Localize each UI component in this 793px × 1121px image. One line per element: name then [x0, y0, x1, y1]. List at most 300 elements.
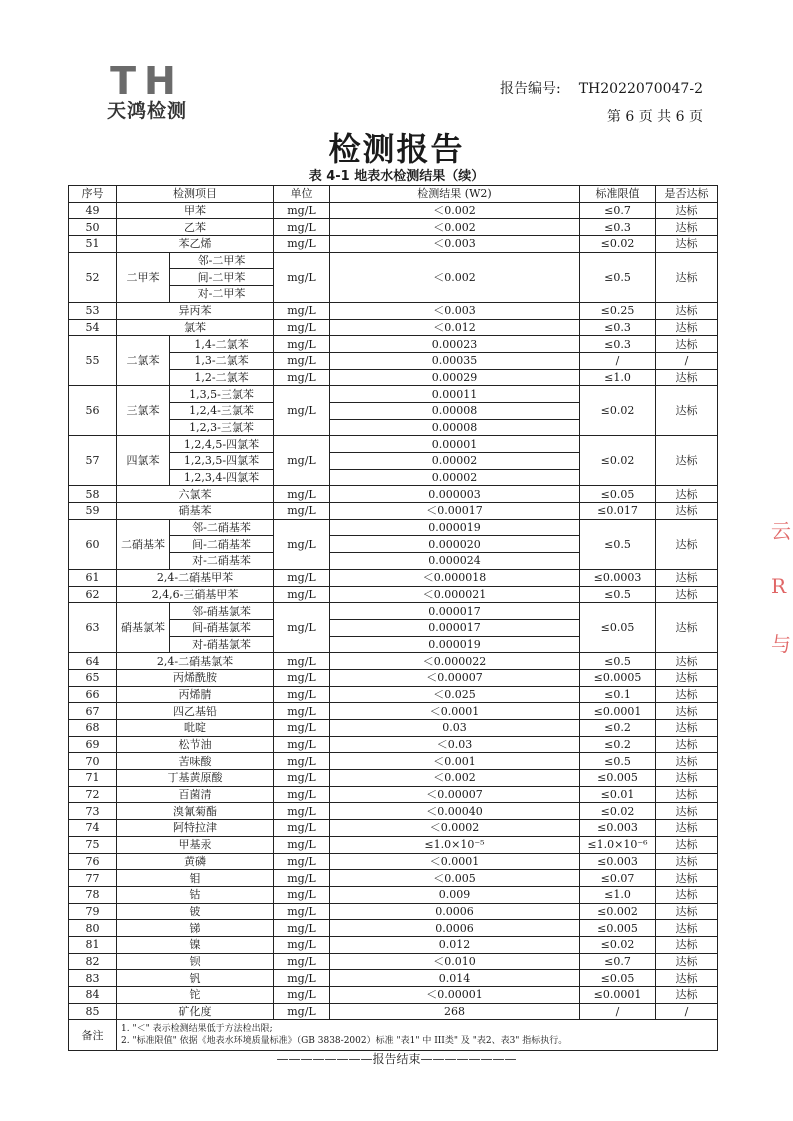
cell-result: 0.00008 — [330, 419, 580, 436]
cell-no: 71 — [69, 770, 117, 787]
cell-limit: ≤0.02 — [580, 436, 656, 486]
table-row — [69, 586, 718, 603]
cell-no: 85 — [69, 1003, 117, 1020]
cell-pass: 达标 — [656, 569, 718, 586]
company-logo — [88, 59, 206, 122]
cell-subitem: 间-硝基氯苯 — [170, 619, 274, 636]
cell-pass: 达标 — [656, 219, 718, 236]
cell-item: 甲苯 — [117, 202, 274, 219]
cell-pass: 达标 — [656, 953, 718, 970]
col-header-unit: 单位 — [274, 186, 330, 203]
cell-result: ＜0.03 — [330, 736, 580, 753]
cell-pass: 达标 — [656, 786, 718, 803]
table-row — [69, 753, 718, 770]
cell-result: ≤1.0×10⁻⁵ — [330, 836, 580, 853]
cell-item: 苯乙烯 — [117, 236, 274, 253]
cell-unit: mg/L — [274, 486, 330, 503]
cell-pass: 达标 — [656, 486, 718, 503]
cell-group: 二氯苯 — [117, 336, 170, 386]
cell-subitem: 1,2,3,4-四氯苯 — [170, 469, 274, 486]
cell-pass: 达标 — [656, 503, 718, 520]
table-row — [69, 603, 718, 620]
cell-pass: 达标 — [656, 836, 718, 853]
cell-pass: 达标 — [656, 736, 718, 753]
cell-item: 六氯苯 — [117, 486, 274, 503]
table-row — [69, 920, 718, 937]
cell-no: 70 — [69, 753, 117, 770]
cell-unit: mg/L — [274, 903, 330, 920]
cell-limit: ≤0.2 — [580, 736, 656, 753]
cell-no: 78 — [69, 886, 117, 903]
cell-group: 三氯苯 — [117, 386, 170, 436]
cell-item: 异丙苯 — [117, 302, 274, 319]
stamp-char: 与 — [771, 632, 791, 656]
table-row — [69, 236, 718, 253]
cell-pass: 达标 — [656, 703, 718, 720]
cell-pass: 达标 — [656, 970, 718, 987]
cell-unit: mg/L — [274, 786, 330, 803]
cell-unit: mg/L — [274, 252, 330, 302]
cell-limit: ≤0.02 — [580, 386, 656, 436]
table-row — [69, 486, 718, 503]
report-number-value: TH2022070047-2 — [578, 81, 703, 97]
cell-result: ＜0.025 — [330, 686, 580, 703]
cell-group: 二甲苯 — [117, 252, 170, 302]
cell-no: 69 — [69, 736, 117, 753]
table-row — [69, 953, 718, 970]
cell-result: ＜0.0001 — [330, 853, 580, 870]
cell-limit: ≤0.7 — [580, 953, 656, 970]
cell-subitem: 1,3-二氯苯 — [170, 352, 274, 369]
cell-result: 0.000003 — [330, 486, 580, 503]
cell-item: 松节油 — [117, 736, 274, 753]
cell-item: 镍 — [117, 936, 274, 953]
cell-result: ＜0.00007 — [330, 786, 580, 803]
table-row — [69, 886, 718, 903]
table-row — [69, 870, 718, 887]
cell-limit: ≤0.3 — [580, 219, 656, 236]
cell-no: 54 — [69, 319, 117, 336]
cell-unit: mg/L — [274, 202, 330, 219]
table-row — [69, 1003, 718, 1020]
cell-unit: mg/L — [274, 653, 330, 670]
table-row — [69, 252, 718, 269]
cell-no: 76 — [69, 853, 117, 870]
cell-unit: mg/L — [274, 219, 330, 236]
cell-no: 53 — [69, 302, 117, 319]
table-row — [69, 669, 718, 686]
cell-result: 0.000017 — [330, 619, 580, 636]
cell-unit: mg/L — [274, 1003, 330, 1020]
cell-result: 0.03 — [330, 720, 580, 737]
cell-item: 百菌清 — [117, 786, 274, 803]
cell-pass: 达标 — [656, 252, 718, 302]
cell-result: 0.00035 — [330, 352, 580, 369]
cell-limit: ≤0.25 — [580, 302, 656, 319]
cell-subitem: 邻-硝基氯苯 — [170, 603, 274, 620]
table-row — [69, 202, 718, 219]
cell-limit: ≤0.5 — [580, 586, 656, 603]
cell-subitem: 对-二甲苯 — [170, 286, 274, 303]
cell-limit: ≤0.3 — [580, 319, 656, 336]
cell-unit: mg/L — [274, 803, 330, 820]
cell-item: 钡 — [117, 953, 274, 970]
cell-limit: ≤0.005 — [580, 770, 656, 787]
cell-unit: mg/L — [274, 503, 330, 520]
cell-result: 0.009 — [330, 886, 580, 903]
cell-no: 51 — [69, 236, 117, 253]
stamp-char: 云 — [771, 519, 791, 543]
cell-result: ＜0.00001 — [330, 987, 580, 1004]
cell-item: 丙烯酰胺 — [117, 669, 274, 686]
cell-item: 2,4-二硝基氯苯 — [117, 653, 274, 670]
cell-result: 0.000019 — [330, 636, 580, 653]
cell-item: 阿特拉津 — [117, 820, 274, 837]
cell-unit: mg/L — [274, 519, 330, 569]
cell-subitem: 1,2,4-三氯苯 — [170, 402, 274, 419]
page-info: 第 6 页 共 6 页 — [606, 109, 703, 125]
cell-limit: ≤1.0 — [580, 886, 656, 903]
note-item: 2. "标准限值" 依据《地表水环境质量标准》（GB 3838-2002）标准 "表1" 中 III类" 及 "表2、表3" 指标执行。 — [121, 1036, 568, 1047]
cell-unit: mg/L — [274, 987, 330, 1004]
cell-unit: mg/L — [274, 720, 330, 737]
cell-result: 0.00011 — [330, 386, 580, 403]
cell-pass: / — [656, 1003, 718, 1020]
cell-result: 0.00029 — [330, 369, 580, 386]
cell-item: 丙烯腈 — [117, 686, 274, 703]
cell-pass: 达标 — [656, 336, 718, 353]
cell-item: 溴氰菊酯 — [117, 803, 274, 820]
cell-pass: 达标 — [656, 319, 718, 336]
cell-limit: ≤0.017 — [580, 503, 656, 520]
cell-no: 49 — [69, 202, 117, 219]
table-row — [69, 853, 718, 870]
cell-pass: 达标 — [656, 369, 718, 386]
cell-pass: 达标 — [656, 853, 718, 870]
cell-pass: 达标 — [656, 770, 718, 787]
cell-pass: 达标 — [656, 870, 718, 887]
table-row — [69, 503, 718, 520]
table-row — [69, 903, 718, 920]
cell-limit: ≤0.005 — [580, 920, 656, 937]
cell-pass: / — [656, 352, 718, 369]
table-row — [69, 786, 718, 803]
table-row — [69, 436, 718, 453]
cell-result: ＜0.000018 — [330, 569, 580, 586]
cell-result: ＜0.010 — [330, 953, 580, 970]
cell-no: 56 — [69, 386, 117, 436]
cell-pass: 达标 — [656, 603, 718, 653]
cell-limit: ≤0.05 — [580, 603, 656, 653]
cell-item: 丁基黄原酸 — [117, 770, 274, 787]
cell-pass: 达标 — [656, 886, 718, 903]
cell-pass: 达标 — [656, 586, 718, 603]
cell-no: 81 — [69, 936, 117, 953]
cell-result: ＜0.0001 — [330, 703, 580, 720]
cell-item: 四乙基铅 — [117, 703, 274, 720]
cell-pass: 达标 — [656, 386, 718, 436]
table-row — [69, 970, 718, 987]
cell-item: 钼 — [117, 870, 274, 887]
cell-unit: mg/L — [274, 886, 330, 903]
cell-subitem: 1,4-二氯苯 — [170, 336, 274, 353]
cell-group: 四氯苯 — [117, 436, 170, 486]
table-row — [69, 720, 718, 737]
table-caption: 表 4-1 地表水检测结果（续） — [308, 169, 485, 184]
table-row — [69, 319, 718, 336]
cell-result: 0.000017 — [330, 603, 580, 620]
cell-unit: mg/L — [274, 336, 330, 353]
cell-no: 65 — [69, 669, 117, 686]
cell-no: 74 — [69, 820, 117, 837]
cell-unit: mg/L — [274, 302, 330, 319]
report-end: ————————报告结束———————— — [276, 1052, 517, 1066]
cell-result: 0.00001 — [330, 436, 580, 453]
col-header-result: 检测结果 (W2) — [330, 186, 580, 203]
cell-pass: 达标 — [656, 753, 718, 770]
cell-pass: 达标 — [656, 669, 718, 686]
table-row — [69, 770, 718, 787]
cell-result: 0.00002 — [330, 453, 580, 470]
cell-limit: ≤0.0001 — [580, 703, 656, 720]
cell-group: 硝基氯苯 — [117, 603, 170, 653]
results-table — [68, 185, 718, 1051]
cell-no: 68 — [69, 720, 117, 737]
cell-limit: ≤0.02 — [580, 236, 656, 253]
cell-no: 72 — [69, 786, 117, 803]
cell-limit: ≤0.002 — [580, 903, 656, 920]
cell-pass: 达标 — [656, 803, 718, 820]
cell-item: 甲基汞 — [117, 836, 274, 853]
col-header-no: 序号 — [69, 186, 117, 203]
note-item: 1. "＜" 表示检测结果低于方法检出限; — [121, 1024, 273, 1035]
cell-result: ＜0.005 — [330, 870, 580, 887]
cell-limit: ≤0.02 — [580, 803, 656, 820]
cell-result: 0.00023 — [330, 336, 580, 353]
cell-no: 57 — [69, 436, 117, 486]
table-row — [69, 936, 718, 953]
notes-label: 备注 — [69, 1020, 117, 1051]
cell-pass: 达标 — [656, 820, 718, 837]
cell-no: 62 — [69, 586, 117, 603]
table-header-row — [69, 186, 718, 203]
notes-row — [69, 1020, 718, 1051]
cell-limit: ≤0.0005 — [580, 669, 656, 686]
cell-limit: ≤0.0001 — [580, 987, 656, 1004]
cell-unit: mg/L — [274, 870, 330, 887]
cell-item: 苦味酸 — [117, 753, 274, 770]
cell-pass: 达标 — [656, 236, 718, 253]
cell-limit: ≤0.2 — [580, 720, 656, 737]
table-row — [69, 987, 718, 1004]
cell-no: 80 — [69, 920, 117, 937]
table-row — [69, 703, 718, 720]
cell-limit: ≤0.003 — [580, 820, 656, 837]
cell-result: ＜0.00017 — [330, 503, 580, 520]
cell-item: 乙苯 — [117, 219, 274, 236]
cell-item: 钴 — [117, 886, 274, 903]
cell-no: 82 — [69, 953, 117, 970]
cell-limit: ≤0.05 — [580, 486, 656, 503]
cell-result: ＜0.002 — [330, 219, 580, 236]
cell-unit: mg/L — [274, 920, 330, 937]
cell-no: 58 — [69, 486, 117, 503]
cell-unit: mg/L — [274, 369, 330, 386]
cell-item: 钒 — [117, 970, 274, 987]
cell-limit: ≤0.003 — [580, 853, 656, 870]
table-body — [69, 202, 718, 1020]
table-row — [69, 302, 718, 319]
cell-limit: ≤0.5 — [580, 519, 656, 569]
page-title: 检测报告 — [328, 130, 465, 168]
logo-mark: TH — [110, 59, 184, 103]
cell-unit: mg/L — [274, 686, 330, 703]
cell-result: ＜0.002 — [330, 252, 580, 302]
cell-no: 55 — [69, 336, 117, 386]
cell-subitem: 1,2-二氯苯 — [170, 369, 274, 386]
cell-limit: ≤0.3 — [580, 336, 656, 353]
cell-unit: mg/L — [274, 586, 330, 603]
table-row — [69, 336, 718, 353]
cell-unit: mg/L — [274, 603, 330, 653]
cell-subitem: 间-二硝基苯 — [170, 536, 274, 553]
cell-subitem: 间-二甲苯 — [170, 269, 274, 286]
cell-limit: ≤0.07 — [580, 870, 656, 887]
cell-result: 0.00002 — [330, 469, 580, 486]
cell-subitem: 1,2,3,5-四氯苯 — [170, 453, 274, 470]
cell-group: 二硝基苯 — [117, 519, 170, 569]
col-header-limit: 标准限值 — [580, 186, 656, 203]
cell-no: 67 — [69, 703, 117, 720]
cell-item: 铍 — [117, 903, 274, 920]
cell-limit: ≤0.0003 — [580, 569, 656, 586]
cell-no: 83 — [69, 970, 117, 987]
cell-unit: mg/L — [274, 970, 330, 987]
cell-limit: ≤0.5 — [580, 252, 656, 302]
cell-limit: ≤0.5 — [580, 753, 656, 770]
cell-result: 0.000024 — [330, 553, 580, 570]
cell-unit: mg/L — [274, 569, 330, 586]
cell-unit: mg/L — [274, 953, 330, 970]
table-row — [69, 569, 718, 586]
cell-result: 0.0006 — [330, 903, 580, 920]
cell-no: 64 — [69, 653, 117, 670]
cell-result: 0.0006 — [330, 920, 580, 937]
cell-limit: ≤0.01 — [580, 786, 656, 803]
cell-unit: mg/L — [274, 770, 330, 787]
cell-limit: / — [580, 1003, 656, 1020]
cell-item: 2,4,6-三硝基甲苯 — [117, 586, 274, 603]
cell-subitem: 邻-二甲苯 — [170, 252, 274, 269]
cell-pass: 达标 — [656, 202, 718, 219]
cell-no: 61 — [69, 569, 117, 586]
cell-no: 79 — [69, 903, 117, 920]
table-row — [69, 736, 718, 753]
cell-subitem: 对-二硝基苯 — [170, 553, 274, 570]
cell-pass: 达标 — [656, 987, 718, 1004]
cell-unit: mg/L — [274, 753, 330, 770]
cell-subitem: 邻-二硝基苯 — [170, 519, 274, 536]
cell-limit: ≤0.5 — [580, 653, 656, 670]
cell-unit: mg/L — [274, 669, 330, 686]
cell-result: ＜0.0002 — [330, 820, 580, 837]
stamp-char: R — [771, 574, 787, 598]
cell-no: 59 — [69, 503, 117, 520]
cell-limit: ≤0.1 — [580, 686, 656, 703]
cell-item: 矿化度 — [117, 1003, 274, 1020]
cell-result: ＜0.012 — [330, 319, 580, 336]
cell-result: ＜0.001 — [330, 753, 580, 770]
cell-no: 63 — [69, 603, 117, 653]
logo-name: 天鸿检测 — [106, 100, 187, 122]
table-row — [69, 836, 718, 853]
cell-pass: 达标 — [656, 920, 718, 937]
cell-item: 2,4-二硝基甲苯 — [117, 569, 274, 586]
report-number-label: 报告编号: — [500, 81, 561, 97]
table-row — [69, 219, 718, 236]
cell-limit: / — [580, 352, 656, 369]
cell-result: ＜0.000022 — [330, 653, 580, 670]
cell-subitem: 1,2,4,5-四氯苯 — [170, 436, 274, 453]
cell-pass: 达标 — [656, 720, 718, 737]
cell-result: 0.000019 — [330, 519, 580, 536]
cell-pass: 达标 — [656, 936, 718, 953]
cell-item: 硝基苯 — [117, 503, 274, 520]
table-row — [69, 386, 718, 403]
cell-limit: ≤0.7 — [580, 202, 656, 219]
cell-item: 铊 — [117, 987, 274, 1004]
cell-limit: ≤0.02 — [580, 936, 656, 953]
cell-unit: mg/L — [274, 853, 330, 870]
cell-unit: mg/L — [274, 836, 330, 853]
table-row — [69, 653, 718, 670]
cell-unit: mg/L — [274, 736, 330, 753]
cell-result: ＜0.002 — [330, 202, 580, 219]
cell-unit: mg/L — [274, 319, 330, 336]
cell-result: 268 — [330, 1003, 580, 1020]
cell-no: 77 — [69, 870, 117, 887]
cell-unit: mg/L — [274, 236, 330, 253]
cell-unit: mg/L — [274, 703, 330, 720]
cell-no: 52 — [69, 252, 117, 302]
notes-text — [117, 1020, 718, 1051]
cell-result: ＜0.000021 — [330, 586, 580, 603]
cell-unit: mg/L — [274, 820, 330, 837]
cell-no: 60 — [69, 519, 117, 569]
cell-pass: 达标 — [656, 903, 718, 920]
cell-subitem: 1,2,3-三氯苯 — [170, 419, 274, 436]
cell-unit: mg/L — [274, 386, 330, 436]
cell-no: 84 — [69, 987, 117, 1004]
table-row — [69, 803, 718, 820]
cell-no: 73 — [69, 803, 117, 820]
seal-stamp — [771, 515, 793, 685]
cell-item: 氯苯 — [117, 319, 274, 336]
cell-unit: mg/L — [274, 436, 330, 486]
table-row — [69, 686, 718, 703]
cell-no: 50 — [69, 219, 117, 236]
cell-no: 66 — [69, 686, 117, 703]
cell-limit: ≤1.0 — [580, 369, 656, 386]
cell-unit: mg/L — [274, 936, 330, 953]
cell-result: ＜0.00040 — [330, 803, 580, 820]
cell-result: ＜0.003 — [330, 236, 580, 253]
cell-pass: 达标 — [656, 436, 718, 486]
cell-result: 0.000020 — [330, 536, 580, 553]
cell-result: 0.014 — [330, 970, 580, 987]
cell-result: ＜0.002 — [330, 770, 580, 787]
cell-pass: 达标 — [656, 302, 718, 319]
